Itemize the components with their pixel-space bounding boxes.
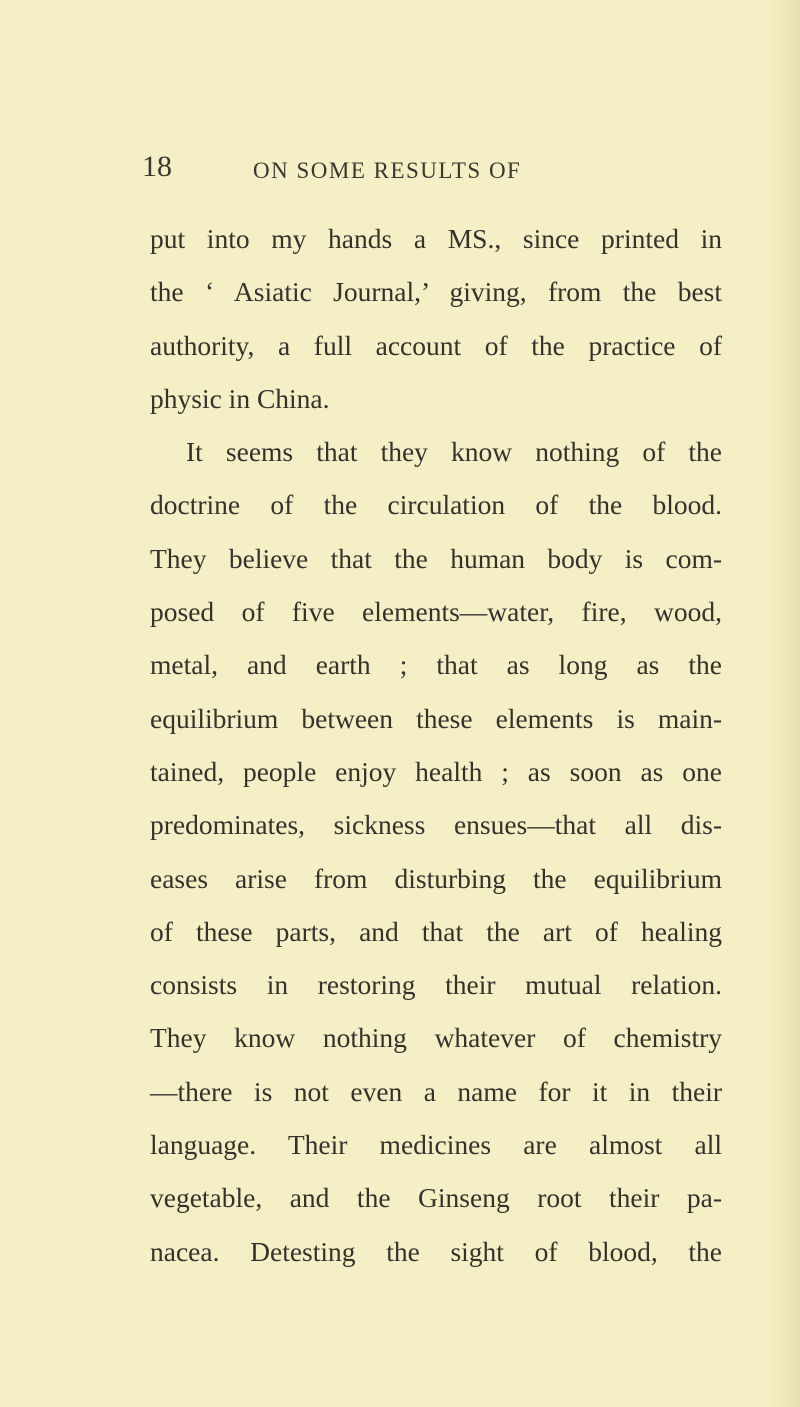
text-line: consists in restoring their mutual relation. bbox=[150, 969, 722, 1001]
text-line: equilibrium between these elements is main- bbox=[150, 702, 722, 734]
text-line: vegetable, and the Ginseng root their pa- bbox=[150, 1182, 722, 1214]
text-line: authority, a full account of the practice of bbox=[150, 329, 722, 361]
text-line: physic in China. bbox=[150, 382, 330, 414]
body-text bbox=[150, 212, 722, 1278]
text-line: put into my hands a MS., since printed in bbox=[150, 223, 722, 254]
text-line: They know nothing whatever of chemistry bbox=[150, 1022, 722, 1054]
page-number: 18 bbox=[142, 150, 172, 183]
page-header bbox=[0, 152, 800, 192]
text-line: eases arise from disturbing the equilibrium bbox=[150, 862, 722, 894]
text-line: nacea. Detesting the sight of blood, the bbox=[150, 1235, 722, 1267]
text-line: —there is not even a name for it in their bbox=[150, 1075, 722, 1107]
text-line: predominates, sickness ensues—that all dis- bbox=[150, 809, 722, 841]
text-line: language. Their medicines are almost all bbox=[150, 1129, 722, 1161]
text-line: of these parts, and that the art of healing bbox=[150, 915, 722, 947]
running-head: ON SOME RESULTS OF bbox=[253, 158, 522, 183]
text-line: posed of five elements—water, fire, wood, bbox=[150, 596, 722, 628]
text-line: tained, people enjoy health ; as soon as one bbox=[150, 755, 722, 787]
text-line: It seems that they know nothing of the bbox=[186, 436, 722, 468]
text-line: doctrine of the circulation of the blood. bbox=[150, 489, 722, 521]
text-line: the ‘ Asiatic Journal,’ giving, from the best bbox=[150, 276, 722, 308]
text-line: metal, and earth ; that as long as the bbox=[150, 649, 722, 681]
text-line: They believe that the human body is com- bbox=[150, 542, 722, 574]
